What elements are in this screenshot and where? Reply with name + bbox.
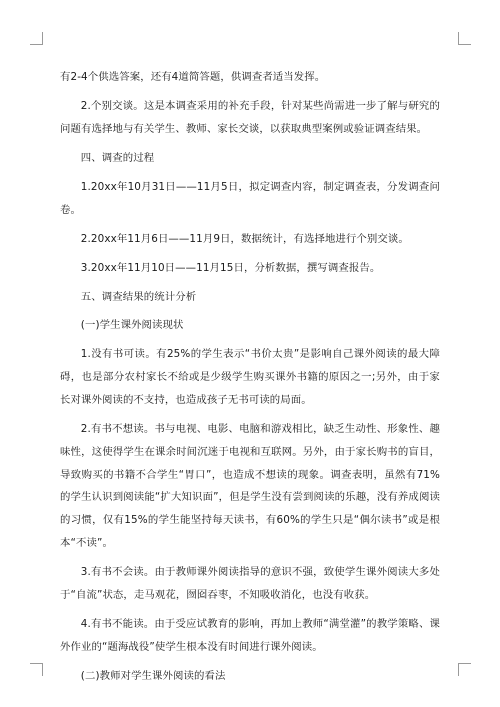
paragraph-process-step-1: 1.20xx年10月31日——11月5日，拟定调查内容，制定调查表，分发调查问卷。: [60, 180, 440, 216]
crop-mark-bottom-left: [30, 663, 43, 676]
subsection-heading-reading-status: (一)学生课外阅读现状: [80, 319, 184, 332]
paragraph-process-step-3: 3.20xx年11月10日——11月15日，分析数据，撰写调查报告。: [80, 261, 381, 274]
crop-mark-bottom-right: [458, 663, 471, 676]
crop-mark-top-right: [458, 32, 471, 45]
paragraph-no-books: 1.没有书可读。有25%的学生表示“书价太贵”是影响自己课外阅读的最大障碍，也是部分农村家长不给或是少级学生购买课外书籍的原因之一;另外，由于家长对课外阅读的不支持，也造成孩子无书可读的局面。: [60, 348, 440, 407]
section-heading-process: 四、调查的过程: [80, 151, 155, 164]
subsection-heading-teacher-views: (二)教师对学生课外阅读的看法: [80, 669, 226, 682]
paragraph-continuation: 有2-4个供选答案，还有4道简答题，供调查者适当发挥。: [60, 71, 326, 83]
document-body: [60, 66, 440, 694]
paragraph-unable-read: 4.有书不能读。由于受应试教育的影响，再加上教师“满堂灌”的教学策略、课外作业的“题海战役”使学生根本没有时间进行课外阅读。: [60, 617, 440, 653]
paragraph-not-want-read: 2.有书不想读。书与电视、电影、电脑和游戏相比，缺乏生动性、形象性、趣味性，这使得学生在课余时间沉迷于电视和互联网。另外，由于家长购书的盲目，导致购买的书籍不合学生“胃口”，也造成不想读的现象。调查表明，虽然有71%的学生认识到阅读能“扩大知识面”，但是学生没有尝到阅读的乐趣，没有养成阅读的习惯，仅有15%的学生能坚持每天读书，有60%的学生只是“偶尔读书”或是根本“不读”。: [60, 423, 440, 550]
section-heading-analysis: 五、调查结果的统计分析: [80, 290, 197, 303]
paragraph-individual-interview: 2.个别交谈。这是本调查采用的补充手段，针对某些尚需进一步了解与研究的问题有选择地与有关学生、教师、家长交谈，以获取典型案例或验证调查结果。: [60, 99, 440, 135]
crop-mark-top-left: [30, 32, 43, 45]
paragraph-process-step-2: 2.20xx年11月6日——11月9日，数据统计，有选择地进行个别交谈。: [80, 232, 409, 245]
paragraph-cannot-read-well: 3.有书不会读。由于教师课外阅读指导的意识不强，致使学生课外阅读大多处于“自流”状态，走马观花，囫囵吞枣，不知吸收消化，也没有收获。: [60, 566, 440, 601]
